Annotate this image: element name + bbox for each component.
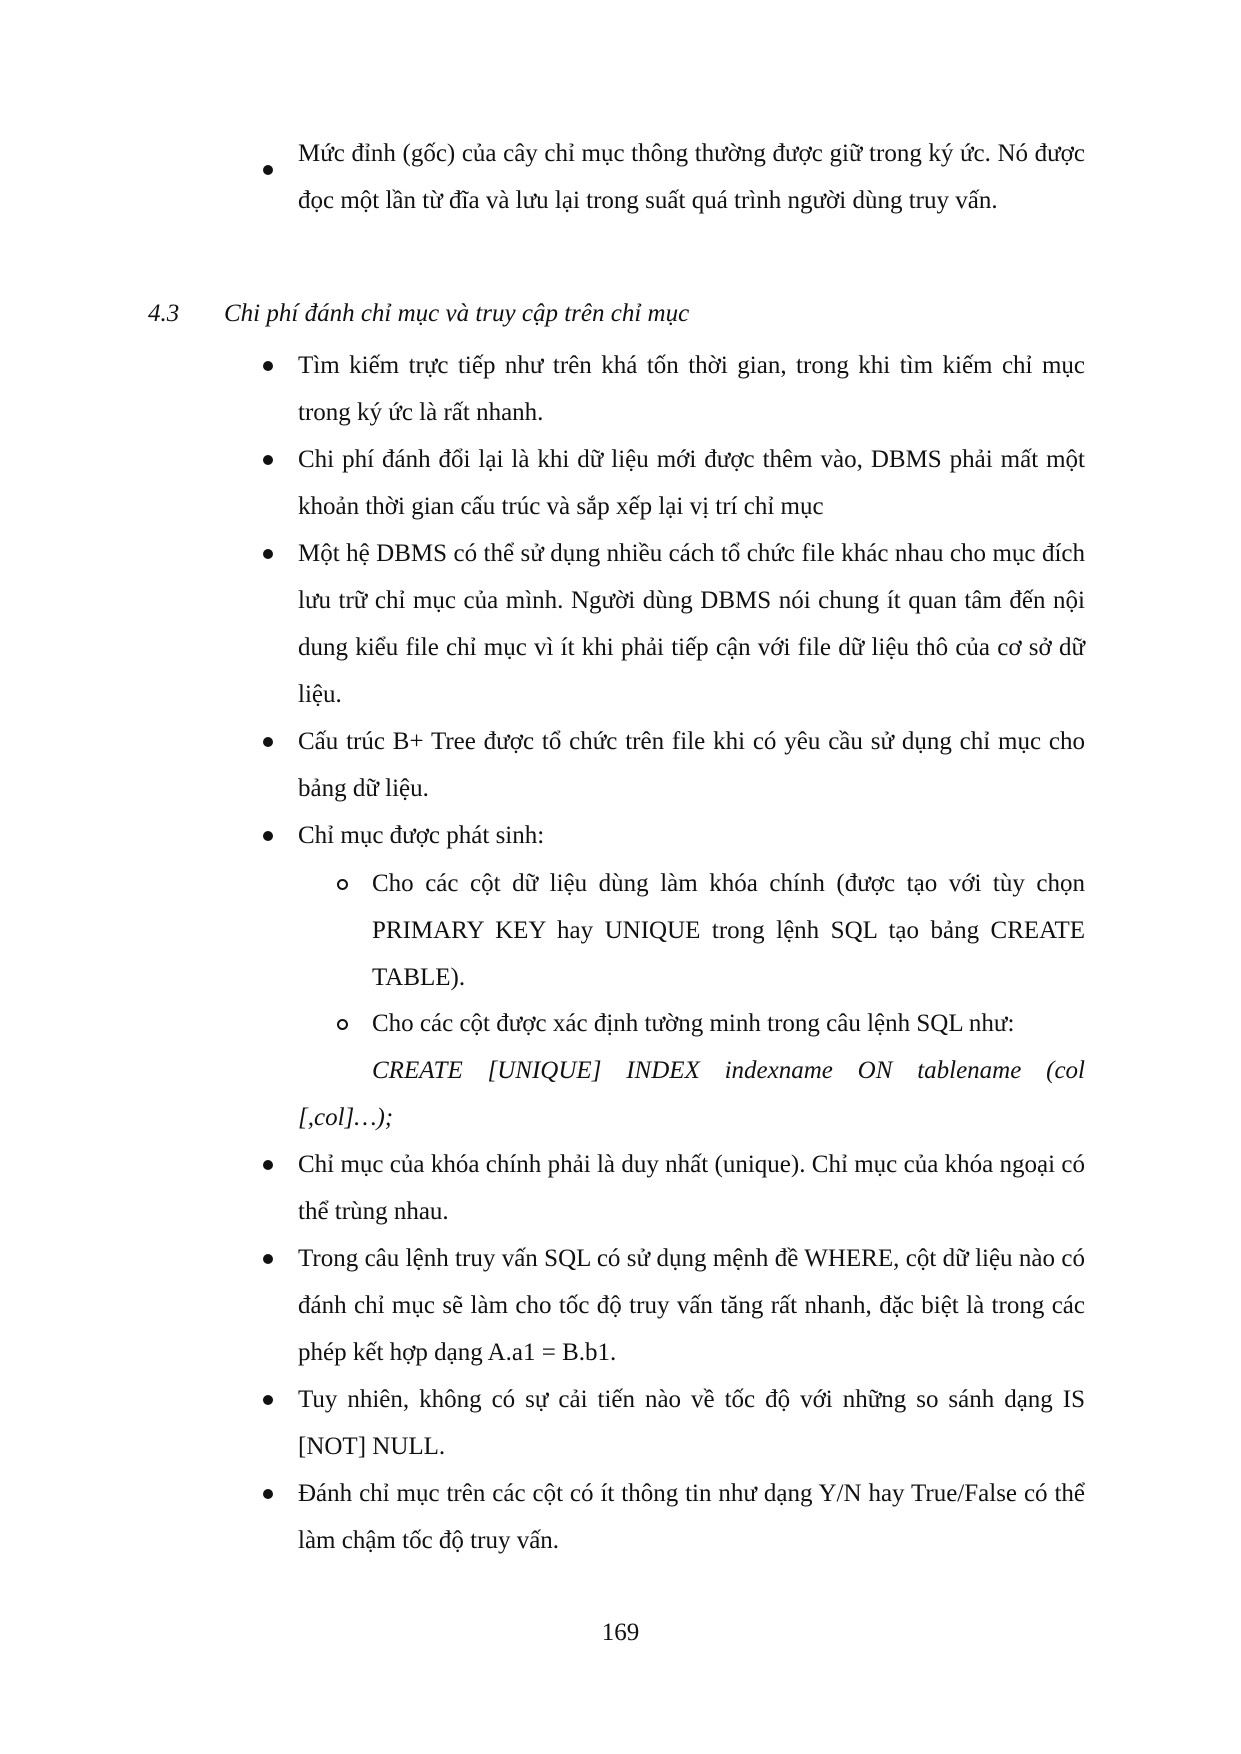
bullet-paragraph: Một hệ DBMS có thể sử dụng nhiều cách tổ chức file khác nhau cho mục đích lưu trữ chỉ mục của mình. Người dùng DBMS nói chung ít quan tâm đến nội dung kiểu file chỉ mục vì ít khi phải tiếp cận với file dữ liệu thô của cơ sở dữ liệu. bbox=[298, 540, 1085, 708]
bullet-paragraph: Tuy nhiên, không có sự cải tiến nào về tốc độ với những so sánh dạng IS [NOT] NULL. bbox=[298, 1386, 1085, 1460]
bullet-paragraph: Mức đỉnh (gốc) của cây chỉ mục thông thường được giữ trong ký ức. Nó được đọc một lần từ đĩa và lưu lại trong suất quá trình người dùng truy vấn. bbox=[298, 140, 1085, 214]
page-number: 169 bbox=[601, 1619, 640, 1646]
bullet-icon bbox=[263, 737, 273, 747]
bullet-paragraph: Chỉ mục của khóa chính phải là duy nhất (unique). Chỉ mục của khóa ngoại có thể trùng nhau. bbox=[298, 1151, 1085, 1225]
sub-bullet-icon bbox=[337, 1019, 348, 1030]
sub-bullet-paragraph: Cho các cột được xác định tường minh trong câu lệnh SQL như: bbox=[372, 1010, 1015, 1037]
bullet-icon bbox=[263, 1395, 273, 1405]
bullet-icon bbox=[263, 165, 273, 175]
sub-bullet-icon bbox=[337, 879, 348, 890]
bullet-icon bbox=[263, 549, 273, 559]
bullet-paragraph: Chỉ mục được phát sinh: bbox=[298, 822, 545, 849]
bullet-icon bbox=[263, 1254, 273, 1264]
section-title: Chi phí đánh chỉ mục và truy cập trên chỉ mục bbox=[224, 300, 690, 327]
sql-code-line: CREATE [UNIQUE] INDEX indexname ON tablename (col bbox=[372, 1057, 1085, 1084]
bullet-paragraph: Tìm kiếm trực tiếp như trên khá tốn thời gian, trong khi tìm kiếm chỉ mục trong ký ức là rất nhanh. bbox=[298, 352, 1085, 426]
bullet-icon bbox=[263, 831, 273, 841]
bullet-paragraph: Chi phí đánh đổi lại là khi dữ liệu mới được thêm vào, DBMS phải mất một khoản thời gian cấu trúc và sắp xếp lại vị trí chỉ mục bbox=[298, 446, 1085, 520]
sql-code-line: [,col]…); bbox=[298, 1104, 394, 1131]
bullet-icon bbox=[263, 1160, 273, 1170]
section-number: 4.3 bbox=[148, 300, 180, 327]
bullet-paragraph: Đánh chỉ mục trên các cột có ít thông tin như dạng Y/N hay True/False có thể làm chậm tốc độ truy vấn. bbox=[298, 1480, 1085, 1554]
sub-bullet-paragraph: Cho các cột dữ liệu dùng làm khóa chính (được tạo với tùy chọn PRIMARY KEY hay UNIQUE trong lệnh SQL tạo bảng CREATE TABLE). bbox=[372, 870, 1085, 991]
bullet-icon bbox=[263, 1489, 273, 1499]
bullet-icon bbox=[263, 361, 273, 371]
bullet-paragraph: Trong câu lệnh truy vấn SQL có sử dụng mệnh đề WHERE, cột dữ liệu nào có đánh chỉ mục sẽ làm cho tốc độ truy vấn tăng rất nhanh, đặc biệt là trong các phép kết hợp dạng A.a1 = B.b1. bbox=[298, 1245, 1085, 1366]
bullet-icon bbox=[263, 455, 273, 465]
bullet-paragraph: Cấu trúc B+ Tree được tổ chức trên file khi có yêu cầu sử dụng chỉ mục cho bảng dữ liệu. bbox=[298, 728, 1085, 802]
